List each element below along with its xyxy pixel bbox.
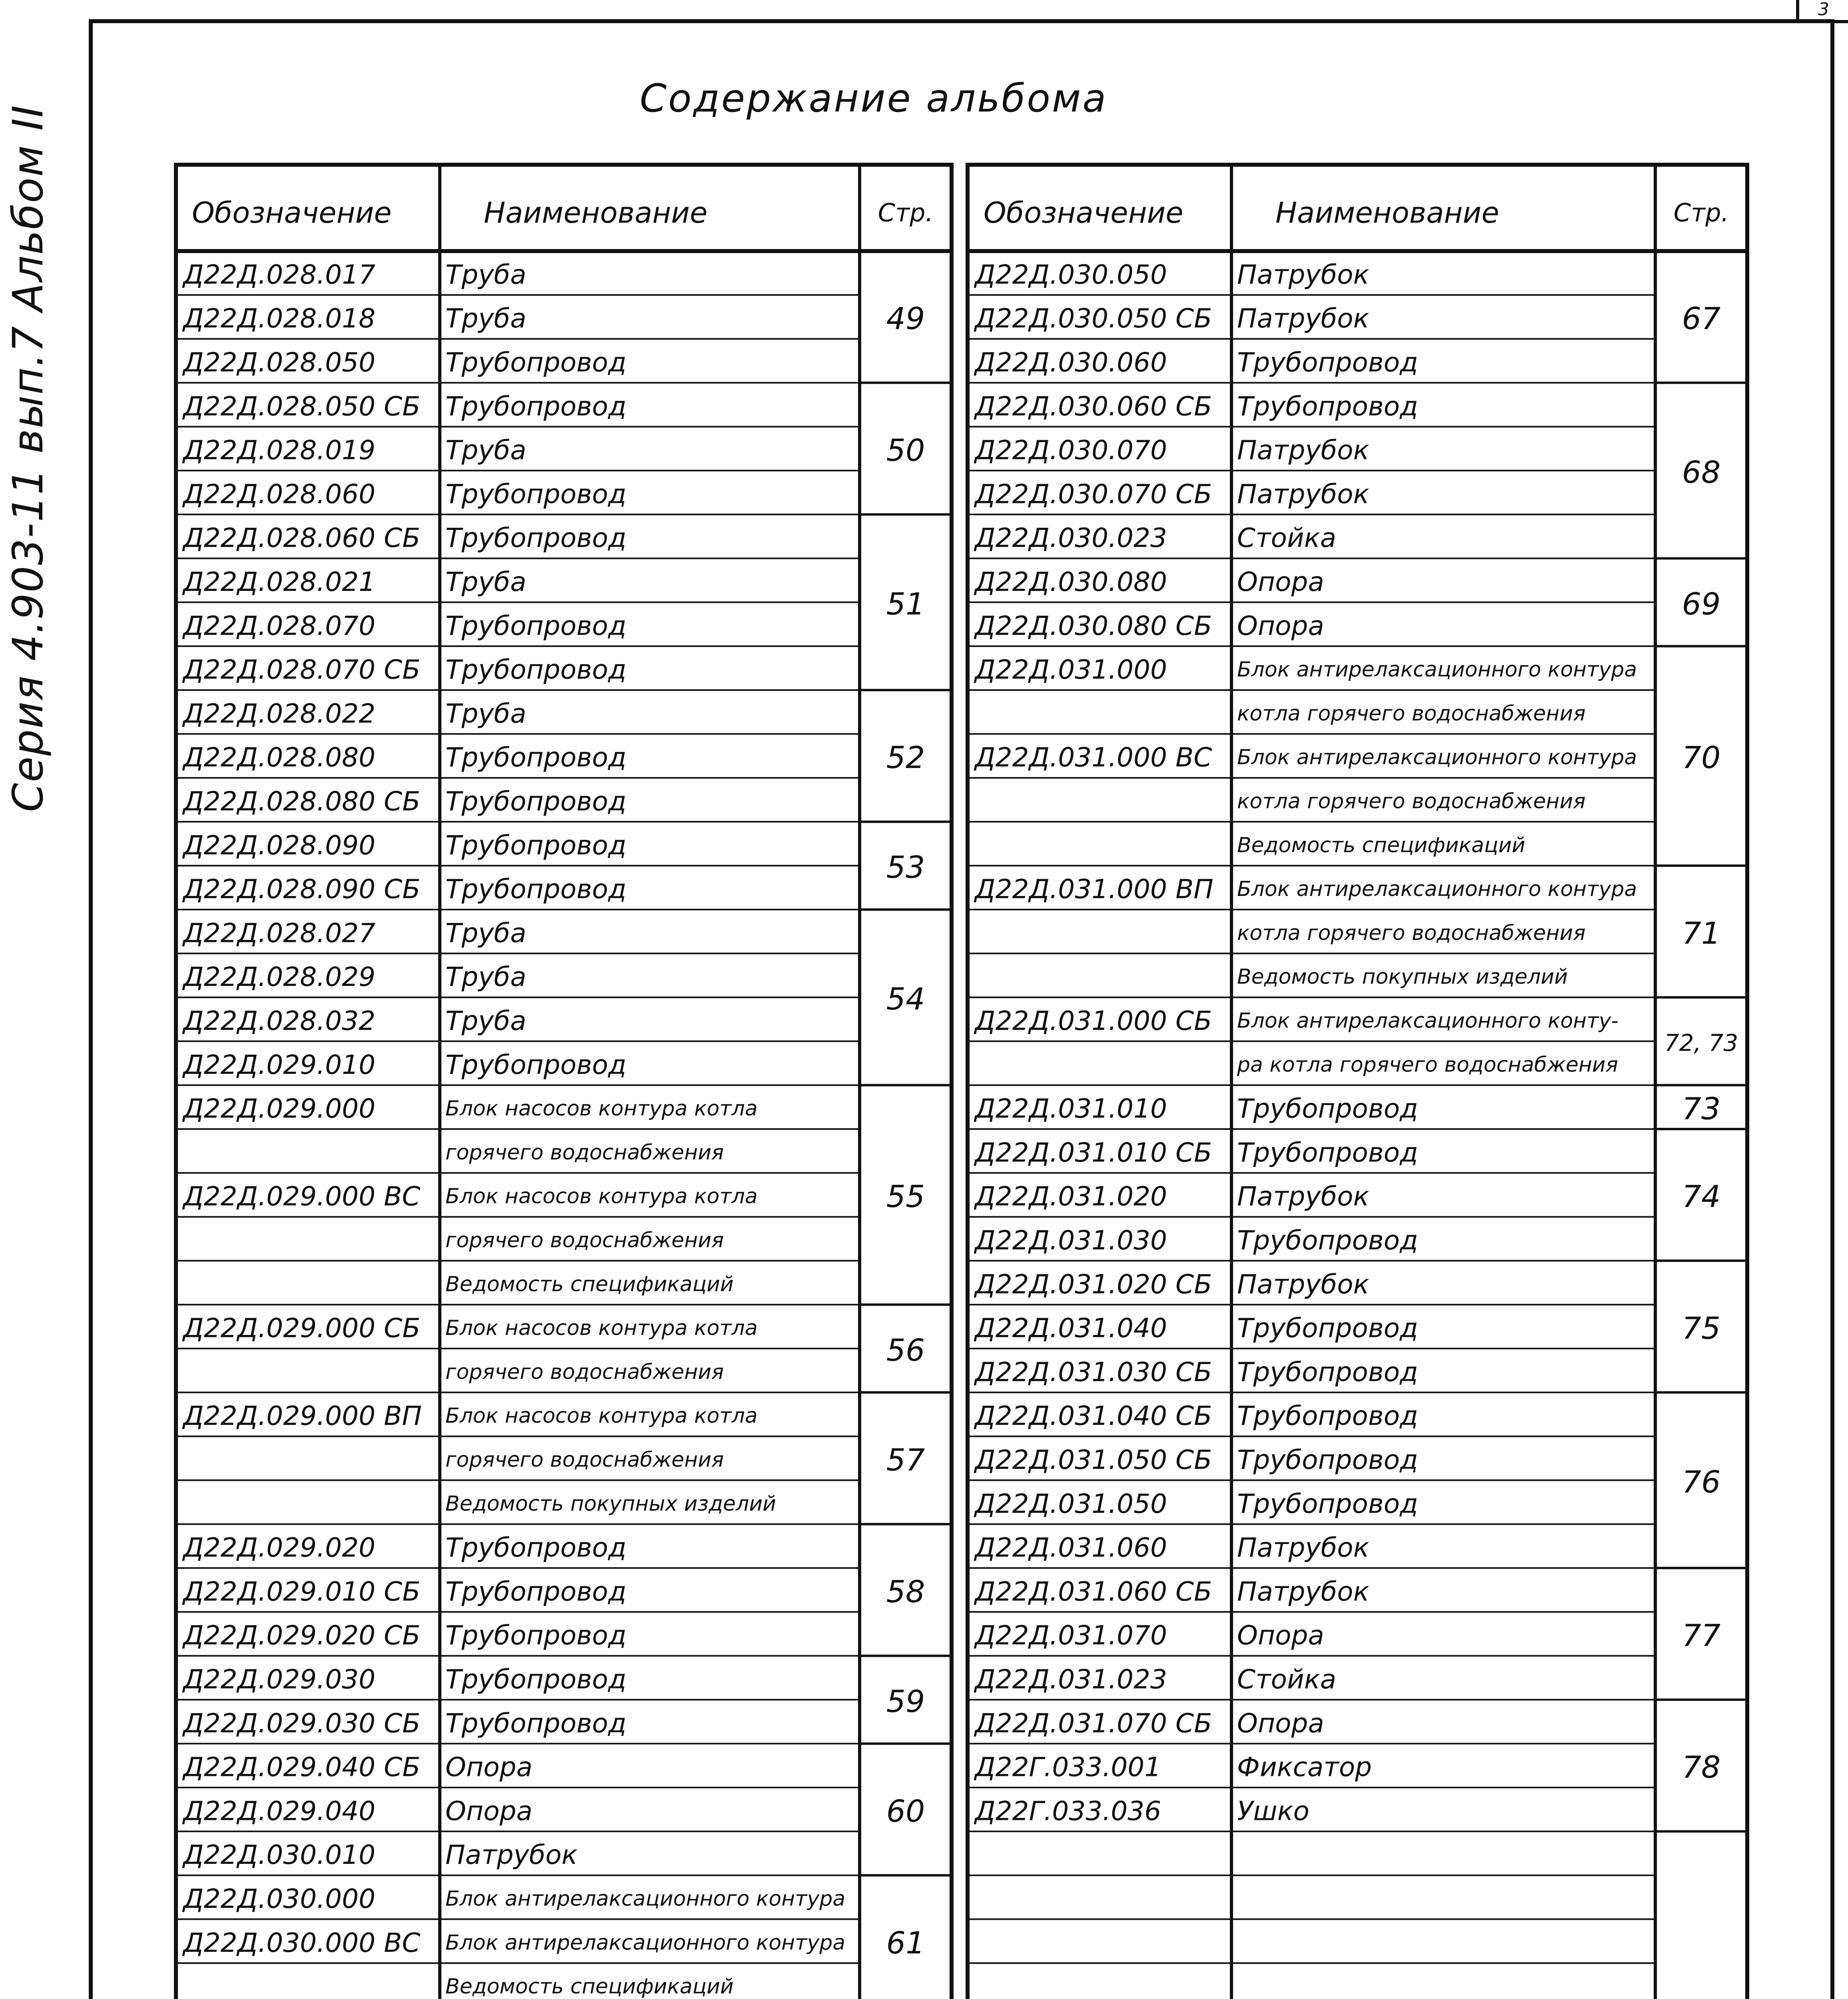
left-designation: Д22Д.030.000 (183, 1883, 376, 1914)
right-item-name: Патрубок (1237, 1532, 1369, 1563)
right-designation: Д22Д.030.050 СБ (975, 303, 1212, 334)
right-item-name: Стойка (1237, 1664, 1337, 1695)
left-designation: Д22Д.029.000 СБ (183, 1313, 421, 1344)
right-page-number: 68 (1682, 454, 1721, 490)
right-item-name: Патрубок (1237, 303, 1369, 334)
left-item-name: Труба (445, 567, 527, 597)
left-designation: Д22Д.028.060 (183, 479, 376, 510)
right-designation: Д22Д.031.010 (975, 1093, 1167, 1124)
right-designation: Д22Д.030.070 СБ (975, 479, 1212, 510)
right-designation: Д22Д.030.060 СБ (975, 391, 1212, 422)
page-title: Содержание альбома (640, 76, 1108, 121)
left-designation: Д22Д.028.090 (183, 830, 376, 861)
right-designation: Д22Д.031.040 СБ (975, 1400, 1212, 1432)
left-designation: Д22Д.029.040 (183, 1796, 376, 1827)
left-page-number: 61 (886, 1925, 925, 1961)
right-item-name: ра котла горячего водоснабжения (1237, 1053, 1618, 1077)
right-page-number: 78 (1682, 1749, 1721, 1785)
left-designation: Д22Д.028.080 (183, 742, 376, 773)
right-designation: Д22Д.031.050 (975, 1488, 1167, 1519)
left-designation: Д22Д.028.032 (183, 1005, 376, 1036)
left-designation: Д22Д.028.029 (183, 962, 376, 993)
left-page-number: 57 (886, 1442, 925, 1478)
right-designation: Д22Д.030.070 (975, 435, 1167, 466)
left-item-name: Блок антирелаксационного контура (445, 1887, 846, 1911)
right-item-name: Трубопровод (1237, 1093, 1418, 1124)
left-item-name: Опора (445, 1796, 533, 1827)
left-item-name: Опора (445, 1752, 533, 1783)
right-designation: Д22Д.030.023 (975, 523, 1167, 554)
right-designation: Д22Д.031.060 СБ (975, 1576, 1212, 1607)
right-item-name: котла горячего водоснабжения (1237, 789, 1586, 814)
left-item-name: Трубопровод (445, 479, 627, 510)
right-item-name: Патрубок (1237, 435, 1369, 466)
left-item-name: Труба (445, 435, 527, 466)
left-item-name: Труба (445, 698, 527, 729)
left-item-name: горячего водоснабжения (445, 1448, 724, 1472)
right-designation: Д22Д.031.000 (975, 654, 1167, 685)
right-item-name: Ведомость спецификаций (1237, 833, 1525, 858)
left-designation: Д22Д.029.030 (183, 1664, 376, 1695)
left-item-name: Ведомость спецификаций (445, 1272, 734, 1297)
left-item-name: Блок насосов контура котла (445, 1097, 758, 1121)
left-item-name: Трубопровод (445, 1620, 627, 1651)
left-item-name: горячего водоснабжения (445, 1140, 724, 1165)
left-item-name: Трубопровод (445, 1049, 627, 1080)
right-header-page: Стр. (1673, 198, 1729, 227)
left-item-name: Трубопровод (445, 742, 627, 773)
left-designation: Д22Д.029.000 ВС (183, 1181, 421, 1212)
right-designation: Д22Д.031.050 СБ (975, 1444, 1212, 1475)
right-item-name: Опора (1237, 1620, 1324, 1651)
right-designation: Д22Д.030.060 (975, 347, 1167, 378)
left-page-number: 54 (886, 981, 925, 1017)
left-item-name: Труба (445, 303, 527, 334)
right-designation: Д22Д.031.023 (975, 1664, 1167, 1695)
left-designation: Д22Д.028.022 (183, 698, 376, 729)
left-item-name: Труба (445, 1005, 527, 1036)
right-item-name: Патрубок (1237, 1576, 1369, 1607)
left-designation: Д22Д.029.020 СБ (183, 1620, 421, 1651)
right-item-name: Опора (1237, 1708, 1324, 1739)
left-item-name: Трубопровод (445, 347, 627, 378)
right-item-name: Трубопровод (1237, 391, 1418, 422)
right-item-name: Трубопровод (1237, 1444, 1418, 1475)
right-item-name: Блок антирелаксационного контура (1237, 658, 1637, 682)
right-item-name: котла горячего водоснабжения (1237, 921, 1586, 945)
right-designation: Д22Д.031.000 СБ (975, 1005, 1212, 1036)
right-item-name: Фиксатор (1237, 1752, 1372, 1783)
right-item-name: Трубопровод (1237, 1400, 1418, 1432)
left-item-name: Трубопровод (445, 610, 627, 641)
right-page-number: 72, 73 (1664, 1029, 1738, 1057)
right-item-name: Патрубок (1237, 479, 1369, 510)
left-item-name: Труба (445, 259, 527, 290)
left-item-name: Ведомость покупных изделий (445, 1492, 776, 1516)
right-page-number: 76 (1682, 1464, 1721, 1500)
left-designation: Д22Д.028.021 (183, 567, 376, 597)
left-item-name: Трубопровод (445, 874, 627, 905)
left-header-designation: Обозначение (192, 196, 392, 229)
left-item-name: Трубопровод (445, 654, 627, 685)
left-item-name: Трубопровод (445, 523, 627, 554)
right-page-number: 73 (1682, 1091, 1721, 1127)
right-designation: Д22Г.033.036 (975, 1796, 1161, 1827)
left-item-name: Патрубок (445, 1839, 578, 1871)
left-item-name: горячего водоснабжения (445, 1228, 724, 1253)
right-designation: Д22Д.031.000 ВП (975, 874, 1213, 905)
left-item-name: горячего водоснабжения (445, 1360, 724, 1384)
left-page-number: 51 (886, 586, 925, 622)
right-item-name: котла горячего водоснабжения (1237, 701, 1586, 726)
left-designation: Д22Д.029.000 ВП (183, 1400, 422, 1432)
left-page-number: 50 (886, 432, 925, 468)
right-page-number: 74 (1682, 1179, 1721, 1215)
left-designation: Д22Д.029.000 (183, 1093, 376, 1124)
right-item-name: Блок антирелаксационного контура (1237, 877, 1637, 902)
series-stamp-text: Серия 4.903-11 вып.7 Альбом II (4, 104, 52, 812)
right-item-name: Трубопровод (1237, 1488, 1418, 1519)
right-page-number: 70 (1682, 740, 1721, 776)
left-item-name: Блок насосов контура котла (445, 1404, 758, 1428)
right-designation: Д22Д.031.020 (975, 1181, 1167, 1212)
left-page-number: 56 (886, 1332, 925, 1368)
right-item-name: Патрубок (1237, 1181, 1369, 1212)
left-designation: Д22Д.028.027 (183, 918, 376, 949)
left-designation: Д22Д.028.017 (183, 259, 376, 290)
left-header-name: Наименование (484, 196, 708, 229)
left-designation: Д22Д.028.070 (183, 610, 376, 641)
left-page-number: 53 (886, 849, 925, 885)
left-designation: Д22Д.028.060 СБ (183, 523, 421, 554)
left-designation: Д22Д.029.010 СБ (183, 1576, 421, 1607)
right-page-number: 75 (1682, 1310, 1721, 1346)
left-designation: Д22Д.028.018 (183, 303, 376, 334)
right-item-name: Трубопровод (1237, 1357, 1418, 1388)
left-designation: Д22Д.029.040 СБ (183, 1752, 421, 1783)
left-item-name: Блок насосов контура котла (445, 1184, 758, 1209)
left-designation: Д22Д.030.000 ВС (183, 1927, 421, 1958)
right-designation: Д22Д.030.080 (975, 567, 1167, 597)
right-item-name: Блок антирелаксационного конту- (1237, 1009, 1619, 1033)
left-designation: Д22Д.030.010 (183, 1839, 376, 1871)
right-designation: Д22Д.031.070 (975, 1620, 1167, 1651)
left-page-number: 58 (886, 1574, 925, 1610)
right-designation: Д22Д.031.020 СБ (975, 1269, 1212, 1300)
right-page-number: 67 (1682, 301, 1721, 337)
right-designation: Д22Д.031.000 ВС (975, 742, 1212, 773)
left-item-name: Ведомость спецификаций (445, 1975, 734, 1999)
left-item-name: Трубопровод (445, 1664, 627, 1695)
left-designation: Д22Д.029.020 (183, 1532, 376, 1563)
left-item-name: Трубопровод (445, 1532, 627, 1563)
sheet-number: 3 (1796, 0, 1848, 23)
left-designation: Д22Д.028.019 (183, 435, 376, 466)
right-item-name: Опора (1237, 567, 1324, 597)
right-item-name: Трубопровод (1237, 347, 1418, 378)
left-item-name: Трубопровод (445, 1708, 627, 1739)
right-page-number: 77 (1682, 1618, 1721, 1654)
left-item-name: Трубопровод (445, 1576, 627, 1607)
left-page-number: 49 (886, 301, 925, 337)
right-item-name: Патрубок (1237, 1269, 1369, 1300)
left-designation: Д22Д.028.050 СБ (183, 391, 421, 422)
right-designation: Д22Г.033.001 (975, 1752, 1161, 1783)
right-header-name: Наименование (1275, 196, 1499, 229)
right-designation: Д22Д.031.040 (975, 1313, 1167, 1344)
right-item-name: Ушко (1237, 1796, 1309, 1827)
right-item-name: Ведомость покупных изделий (1237, 965, 1568, 989)
left-designation: Д22Д.028.070 СБ (183, 654, 421, 685)
right-item-name: Блок антирелаксационного контура (1237, 745, 1637, 770)
right-designation: Д22Д.031.060 (975, 1532, 1167, 1563)
right-designation: Д22Д.030.050 (975, 259, 1167, 290)
left-designation: Д22Д.028.090 СБ (183, 874, 421, 905)
left-page-number: 60 (886, 1793, 925, 1829)
left-item-name: Трубопровод (445, 391, 627, 422)
left-designation: Д22Д.029.010 (183, 1049, 376, 1080)
left-item-name: Труба (445, 918, 527, 949)
right-designation: Д22Д.031.030 (975, 1225, 1167, 1256)
right-header-designation: Обозначение (984, 196, 1183, 229)
left-item-name: Труба (445, 962, 527, 993)
left-page-number: 55 (886, 1179, 925, 1215)
left-page-number: 59 (886, 1683, 925, 1719)
left-item-name: Блок насосов контура котла (445, 1316, 758, 1341)
left-page-number: 52 (886, 740, 925, 776)
left-designation: Д22Д.028.080 СБ (183, 786, 421, 817)
right-item-name: Трубопровод (1237, 1313, 1418, 1344)
right-designation: Д22Д.030.080 СБ (975, 610, 1212, 641)
right-item-name: Стойка (1237, 523, 1337, 554)
left-item-name: Блок антирелаксационного контура (445, 1931, 846, 1955)
right-designation: Д22Д.031.010 СБ (975, 1137, 1212, 1168)
left-item-name: Трубопровод (445, 786, 627, 817)
right-item-name: Трубопровод (1237, 1137, 1418, 1168)
left-designation: Д22Д.028.050 (183, 347, 376, 378)
right-page-number: 69 (1682, 586, 1721, 622)
right-page-number: 71 (1682, 915, 1721, 951)
right-item-name: Опора (1237, 610, 1324, 641)
right-item-name: Трубопровод (1237, 1225, 1418, 1256)
right-designation: Д22Д.031.070 СБ (975, 1708, 1212, 1739)
right-designation: Д22Д.031.030 СБ (975, 1357, 1212, 1388)
left-designation: Д22Д.029.030 СБ (183, 1708, 421, 1739)
left-item-name: Трубопровод (445, 830, 627, 861)
left-header-page: Стр. (878, 198, 934, 227)
right-item-name: Патрубок (1237, 259, 1369, 290)
